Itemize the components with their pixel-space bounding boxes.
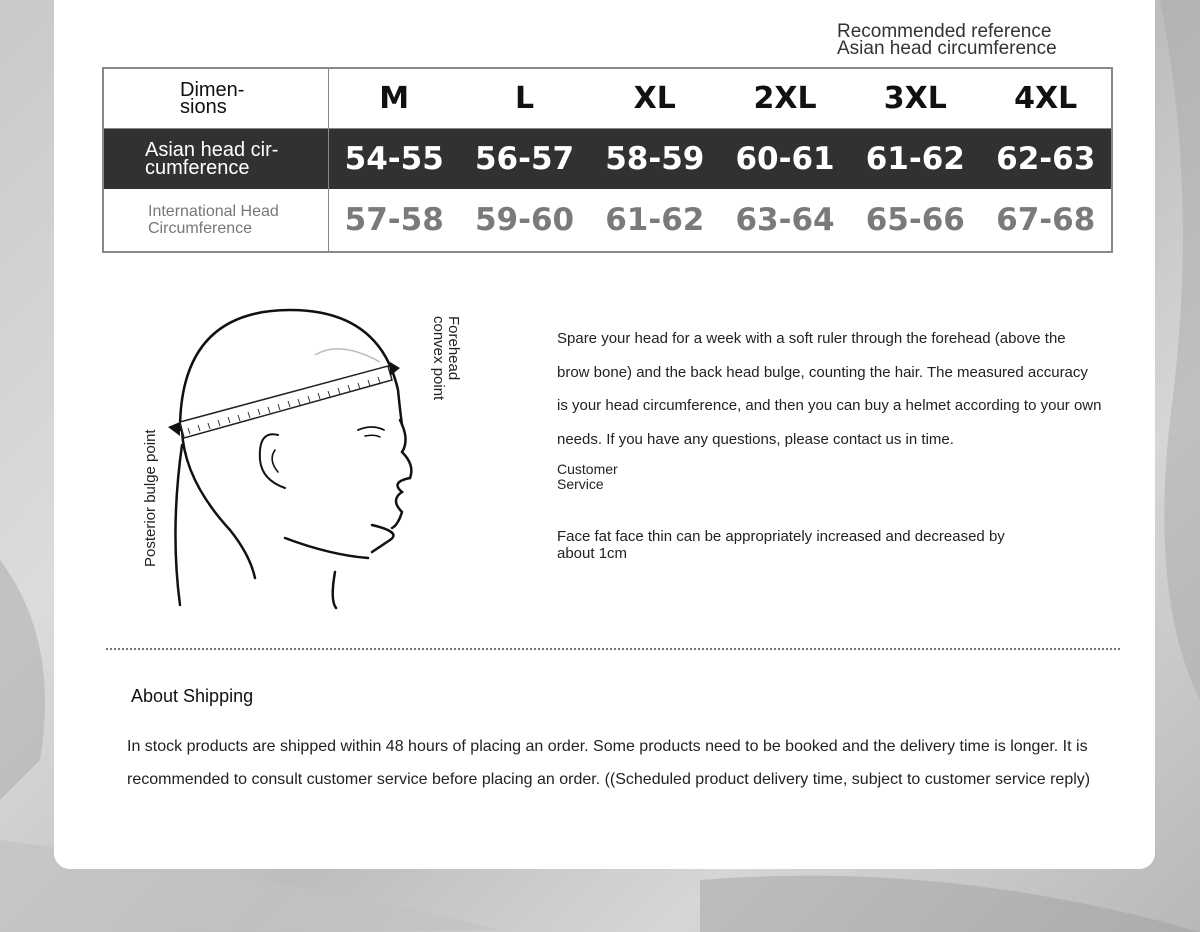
dimensions-header: Dimen- sions [103,68,329,129]
measurement-instructions: Spare your head for a week with a soft ruler through the forehead (above the brow bone) and the back head bulge, counting the hair. The measured accuracy is your head circumference, and then you can buy a helmet according to your own needs. If you have any questions, please contact us in time. [557,330,1102,448]
asian-value-m: 54-55 [329,129,460,190]
asian-value-4xl: 62-63 [980,129,1112,190]
asian-value-xl: 58-59 [590,129,720,190]
asian-value-3xl: 61-62 [850,129,980,190]
reference-note-line1: Recommended reference [837,21,1052,42]
asian-value-l: 56-57 [459,129,589,190]
international-row-label: International Head Circumference [103,189,329,252]
reference-note [837,23,1057,57]
size-header-row [103,68,1112,129]
asian-row-label: Asian head cir- cumference [103,129,329,190]
size-header-2xl: 2XL [720,68,850,129]
shipping-title: About Shipping [131,686,254,706]
size-chart-table [102,67,1113,253]
intl-value-m: 57-58 [329,189,460,252]
size-header-3xl: 3XL [850,68,980,129]
forehead-convex-label: Forehead convex point [430,316,462,401]
size-header-m: M [329,68,460,129]
head-measurement-illustration [140,300,470,615]
reference-note-line2: Asian head circumference [837,38,1057,59]
intl-value-l: 59-60 [459,189,589,252]
asian-value-2xl: 60-61 [720,129,850,190]
customer-service-label: Customer Service [557,461,618,492]
size-header-l: L [459,68,589,129]
face-size-note: Face fat face thin can be appropriately increased and decreased by about 1cm [557,528,1005,562]
international-size-row [103,189,1112,252]
shipping-text: In stock products are shipped within 48 hours of placing an order. Some products need to be booked and the delivery time is longer. It is recommended to consult customer service before placing an order. ((Scheduled product delivery time, subject to customer service reply) [127,738,1091,788]
size-header-xl: XL [590,68,720,129]
section-divider [106,648,1120,650]
intl-value-2xl: 63-64 [720,189,850,252]
measuring-tape [168,362,400,438]
posterior-bulge-label: Posterior bulge point [142,429,159,567]
intl-value-3xl: 65-66 [850,189,980,252]
intl-value-xl: 61-62 [590,189,720,252]
intl-value-4xl: 67-68 [980,189,1112,252]
size-header-4xl: 4XL [980,68,1112,129]
asian-size-row [103,129,1112,190]
